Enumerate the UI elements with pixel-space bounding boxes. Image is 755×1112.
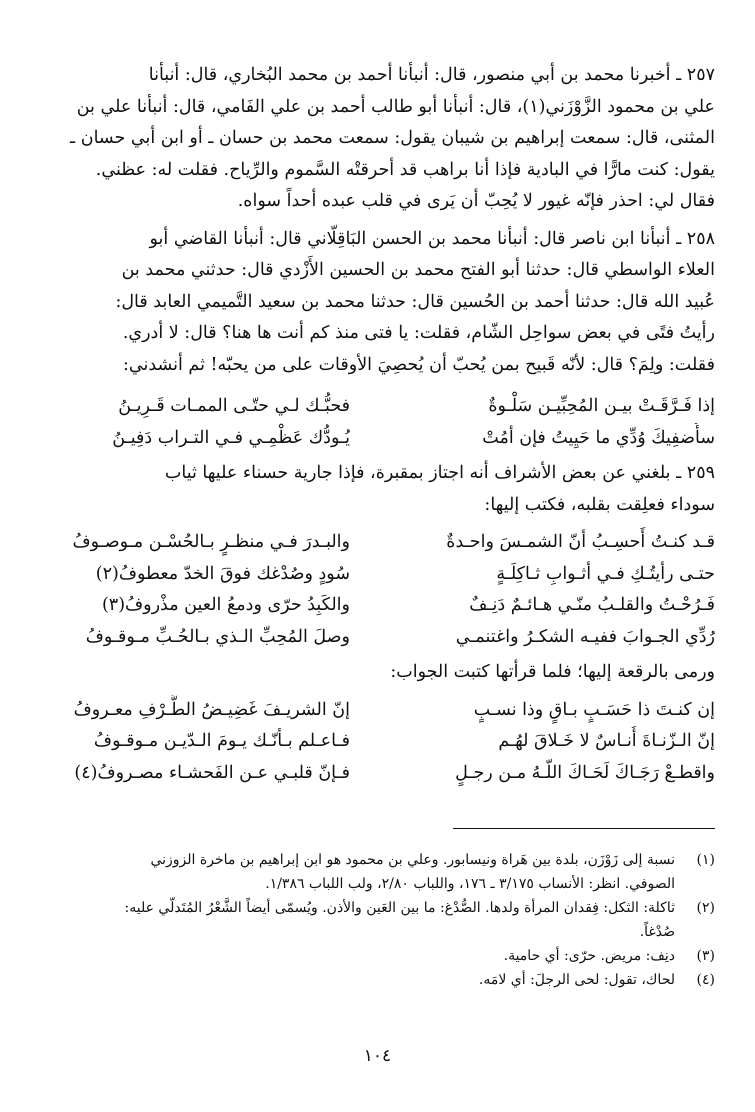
second-hemistich: سُودٍ وصُدْغك فوقَ الخدّ معطوفُ(٢)	[95, 563, 350, 584]
footnote	[40, 848, 715, 896]
second-hemistich: يُـودُّك عَظْمِـي فـي التـراب دَفِيـنُ	[112, 427, 350, 448]
footnote	[40, 968, 715, 992]
footnote-separator	[453, 828, 715, 829]
text-line: عُبيد الله قال: حدثنا أحمد بن الحُسين قال: حدثنا محمد بن سعيد التَّميمي العابد قال:	[115, 291, 715, 312]
text-line: ٢٥٩ ـ بلغني عن بعض الأشراف أنه اجتاز بمقبرة، فإذا جارية حسناء عليها ثياب	[164, 463, 715, 483]
second-hemistich: والكَبِدُ حرّى ودمعُ العين مذْروفُ(٣)	[101, 595, 350, 615]
poem-3	[40, 695, 715, 790]
footnote-text	[40, 968, 675, 992]
verse	[40, 423, 715, 455]
second-hemistich: والبـدرَ فـي منظـرٍ بـالحُسْـن مـوصـوفُ	[72, 532, 350, 552]
verse	[40, 622, 715, 654]
first-hemistich: إذا فَـرَّقَـتْ بيـن المُحِبِّيـن سَلْـوةٌ	[488, 396, 715, 416]
text-line: المثنى، قال: سمعت إبراهيم بن شيبان يقول: سمعت محمد بن حسان ـ أو ابن أبي حسان ـ	[70, 128, 715, 148]
text-line: ٢٥٨ ـ أنبأنا ابن ناصر قال: أنبأنا محمد بن الحسن البَاقِلّاني قال: أنبأنا القاضي أبو	[149, 228, 715, 249]
second-hemistich: إنّ الشريـفَ غَضِيـضُ الطَّـرْفِ معـروفُ	[73, 699, 350, 720]
text-line: ٢٥٧ ـ أخبرنا محمد بن أبي منصور، قال: أنبأنا أحمد بن محمد البُخاري، قال: أنبأنا	[148, 65, 715, 85]
paragraph-258	[40, 224, 715, 382]
footnote	[40, 944, 715, 968]
footnote-line: صُدْغاً.	[639, 924, 675, 940]
poem-2	[40, 527, 715, 653]
second-hemistich: فحبُّـك لـي حتّـى الممـات قَـرِيـنُ	[118, 396, 350, 416]
verse	[40, 559, 715, 591]
footnote-line: لحاك، تقول: لحى الرجلَ: أي لامَه.	[478, 972, 675, 988]
text-line: ورمى بالرقعة إليها؛ فلما قرأتها كتبت الجواب:	[390, 662, 715, 682]
footnote-line: الصوفي. انظر: الأنساب ٣/١٧٥ ـ ١٧٦، واللباب ٢/٨٠، ولب اللباب ١/٣٨٦.	[265, 876, 675, 892]
footnote-number: (١)	[696, 852, 715, 868]
first-hemistich: حتـى رأيتُـكِ فـي أثـوابِ ثـاكِلَـةٍ	[496, 563, 715, 584]
second-hemistich: فـإنّ قلبـي عـن الفَحشـاء مصـروفُ(٤)	[74, 762, 350, 783]
verse	[40, 527, 715, 559]
first-hemistich: فَـرُحْـتُ والقلـبُ منّـي هـائـمٌ دَنِـفٌ	[469, 595, 715, 615]
footnote-number: (٤)	[696, 972, 715, 988]
footnote-line: دنِف: مريض. حرّى: أي حامية.	[503, 948, 675, 964]
footnote-line: نسبة إلى زَوْزَن، بلدة بين هَراة ونيسابور. وعلي بن محمود هو ابن إبراهيم بن ماخرة الزوزني	[150, 852, 675, 868]
paragraph-259	[40, 458, 715, 521]
footnote-number: (٣)	[696, 948, 715, 964]
paragraph-257	[40, 60, 715, 218]
first-hemistich: قـد كنـتُ أَحسِـبُ أنّ الشمـسَ واحـدةٌ	[446, 532, 715, 552]
first-hemistich: رُدِّي الجـوابَ ففيـه الشكـرُ واغتنمـي	[455, 626, 715, 647]
verse	[40, 726, 715, 758]
text-line: فقلت: ولِمَ؟ قال: لأنّه قَبيح بمن يُحبّ أن يُحصِيَ الأوقات على من يحبّه! ثم أنشدني:	[122, 354, 715, 375]
verse	[40, 758, 715, 790]
second-hemistich: وصلَ المُحِبِّ الـذي بـالحُـبِّ مـوقـوفُ	[85, 626, 350, 647]
text-line: العلاء الواسطي قال: حدثنا أبو الفتح محمد بن الحسين الأَزْدي قال: حدثني محمد بن	[121, 260, 715, 280]
verse	[40, 695, 715, 727]
verse	[40, 391, 715, 423]
first-hemistich: إن كنـتَ ذا حَسَـبٍ بـاقٍ وذا نسـبٍ	[473, 699, 715, 720]
page-number: ١٠٤	[363, 1046, 392, 1066]
first-hemistich: إنّ الـزّنـاةَ أُنـاسٌ لا خَـلاقَ لهُـم	[498, 731, 715, 751]
text-line: علي بن محمود الزَّوْزَني(١)، قال: أنبأنا أبو طالب أحمد بن علي الفَامي، قال: أنبأنا علي بن	[76, 96, 715, 117]
text-line: سوداء فعلِقت بقلبه، فكتب إليها:	[484, 494, 715, 515]
footnote-number: (٢)	[696, 900, 715, 916]
footnote	[40, 896, 715, 944]
footnote-text	[40, 944, 675, 968]
text-line: رأيتُ فتًى في بعض سواحِل الشّام، فقلت: يا فتى منذ كم أنت ها هنا؟ قال: لا أدري.	[122, 323, 715, 343]
page-body	[40, 60, 715, 793]
text-line: فقال لي: احذر فإنّه غيور لا يُحِبّ أن يَرى في قلب عبده أحداً سواه.	[237, 191, 715, 211]
first-hemistich: واقطـعْ رَجَـاكَ لَحَـاكَ اللّـهُ مـن رجـلٍ	[455, 762, 715, 783]
footnotes	[40, 848, 715, 992]
second-hemistich: فـاعـلم بـأنّـك يـومَ الـدّيـن مـوقـوفُ	[93, 731, 350, 751]
footnote-line: ثاكلة: الثكل: فِقدان المرأة ولدها. الصُّدْغ: ما بين العَين والأذن. ويُسمّى أيضاً الشَّعْرُ المُتَدلّي عليه:	[124, 900, 675, 916]
poem-1	[40, 391, 715, 454]
verse	[40, 590, 715, 622]
footnote-text	[40, 848, 675, 896]
paragraph-259-continued	[40, 657, 715, 689]
first-hemistich: سأُضفِيكَ وُدِّي ما حَيِيتُ فإن أمُتْ	[482, 427, 715, 448]
footnote-text	[40, 896, 675, 944]
text-line: يقول: كنت مارًّا في البادية فإذا أنا براهب قد أحرقتْه السَّموم والرِّياح. فقلت له: عظني.	[95, 159, 715, 180]
